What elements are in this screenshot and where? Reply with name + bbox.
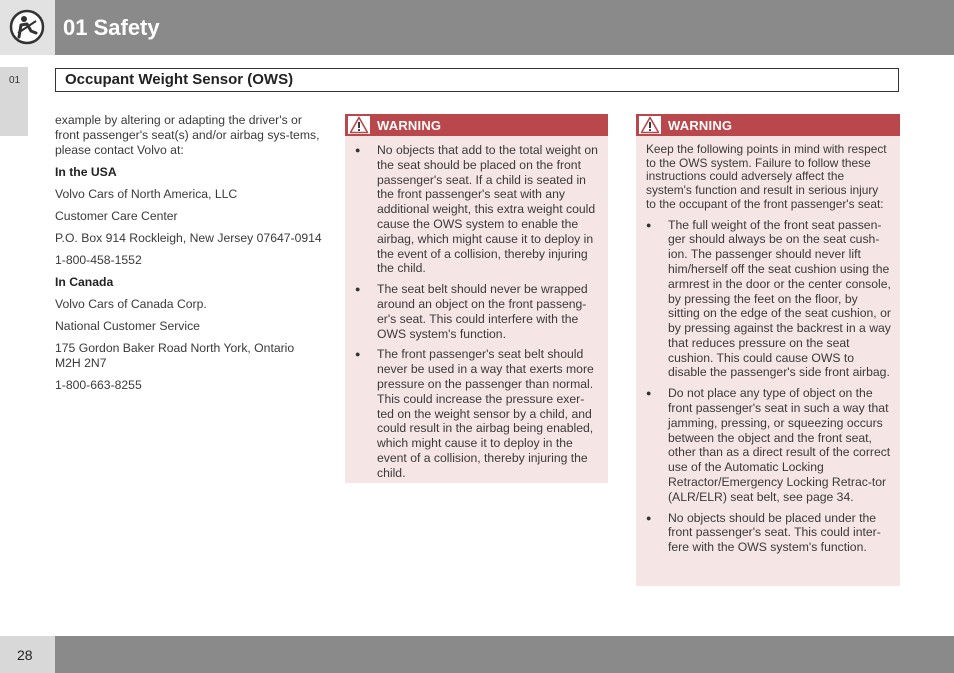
- warning-label: WARNING: [668, 118, 733, 133]
- intro-text: example by altering or adapting the driver's or front passenger's seat(s) and/or airbag sys-tems, please contact Volvo at:: [55, 113, 320, 157]
- warning-body-1: [345, 136, 608, 495]
- list-item: ● The full weight of the front seat passen-ger should always be on the seat cush-ion. The passenger should never lift him/herself off the seat cushion using the armrest in the door or the center console, by pressing the feet on the floor, by sitting on the edge of the seat cushion, or by pressing against the backrest in a way that reduces pressure on the seat cushion. This could cause OWS to disable the passenger's side front airbag.: [646, 218, 891, 381]
- chapter-tab-label: 01: [9, 75, 21, 86]
- canada-phone: 1-800-663-8255: [55, 378, 142, 392]
- page-number: 28: [17, 647, 33, 663]
- warning-box-2: [636, 114, 900, 586]
- usa-department: Customer Care Center: [55, 209, 178, 223]
- list-item: ● Do not place any type of object on the front passenger's seat in such a way that jamming, pressing, or squeezing occurs between the object and the front seat, other than as a direct result of the correct use of the Automatic Locking Retractor/Emergency Locking Retrac-tor (ALR/ELR) seat belt, see page 34.: [646, 386, 891, 504]
- chapter-title: 01 Safety: [63, 15, 160, 40]
- canada-heading: In Canada: [55, 275, 114, 289]
- warning-list-1: [355, 143, 599, 481]
- contact-column: [55, 113, 323, 400]
- warning-header-1: [345, 114, 608, 136]
- chapter-tab: [0, 67, 28, 136]
- warning-box-1: [345, 114, 608, 483]
- usa-address: P.O. Box 914 Rockleigh, New Jersey 07647-0914: [55, 231, 322, 245]
- seat-belt-icon: [9, 9, 45, 45]
- chapter-header: [0, 0, 954, 55]
- footer-band: [55, 636, 954, 673]
- chapter-logo: [0, 0, 55, 55]
- warning-icon-container: [348, 116, 370, 134]
- list-item: ● No objects should be placed under the front passenger's seat. This could inter-fere with the OWS system's function.: [646, 511, 891, 555]
- section-title: Occupant Weight Sensor (OWS): [65, 71, 294, 88]
- warning-label: WARNING: [377, 118, 442, 133]
- list-item: ● The seat belt should never be wrapped around an object on the front passeng-er's seat. This could interfere with the OWS system's function.: [355, 282, 599, 341]
- canada-department: National Customer Service: [55, 319, 200, 333]
- usa-heading: In the USA: [55, 165, 117, 179]
- warning-triangle-icon: [640, 116, 660, 134]
- warning-intro: Keep the following points in mind with respect to the OWS system. Failure to follow these instructions could adversely affect the system's function and result in serious injury to the occupant of the front passenger's seat:: [646, 142, 887, 211]
- warning-triangle-icon: [349, 116, 369, 134]
- list-item: ● No objects that add to the total weight on the seat should be placed on the front passenger's seat. If a child is seated in the front passenger's seat with any additional weight, this extra weight could cause the OWS system to enable the airbag, which might cause it to deploy in the event of a collision, thereby injuring the child.: [355, 143, 599, 276]
- warning-body-2: [636, 136, 900, 569]
- warning-header-2: [636, 114, 900, 136]
- page-number-box: [0, 636, 55, 673]
- section-header: [55, 68, 899, 92]
- list-item: ● The front passenger's seat belt should never be used in a way that exerts more pressure on the passenger than normal. This could increase the pressure exer-ted on the weight sensor by a child, and could result in the airbag being enabled, which might cause it to deploy in the event of a collision, thereby injuring the child.: [355, 347, 599, 480]
- canada-company: Volvo Cars of Canada Corp.: [55, 297, 207, 311]
- usa-company: Volvo Cars of North America, LLC: [55, 187, 238, 201]
- warning-list-2: [646, 218, 891, 556]
- usa-phone: 1-800-458-1552: [55, 253, 142, 267]
- warning-icon-container: [639, 116, 661, 134]
- canada-address: 175 Gordon Baker Road North York, Ontario M2H 2N7: [55, 341, 295, 370]
